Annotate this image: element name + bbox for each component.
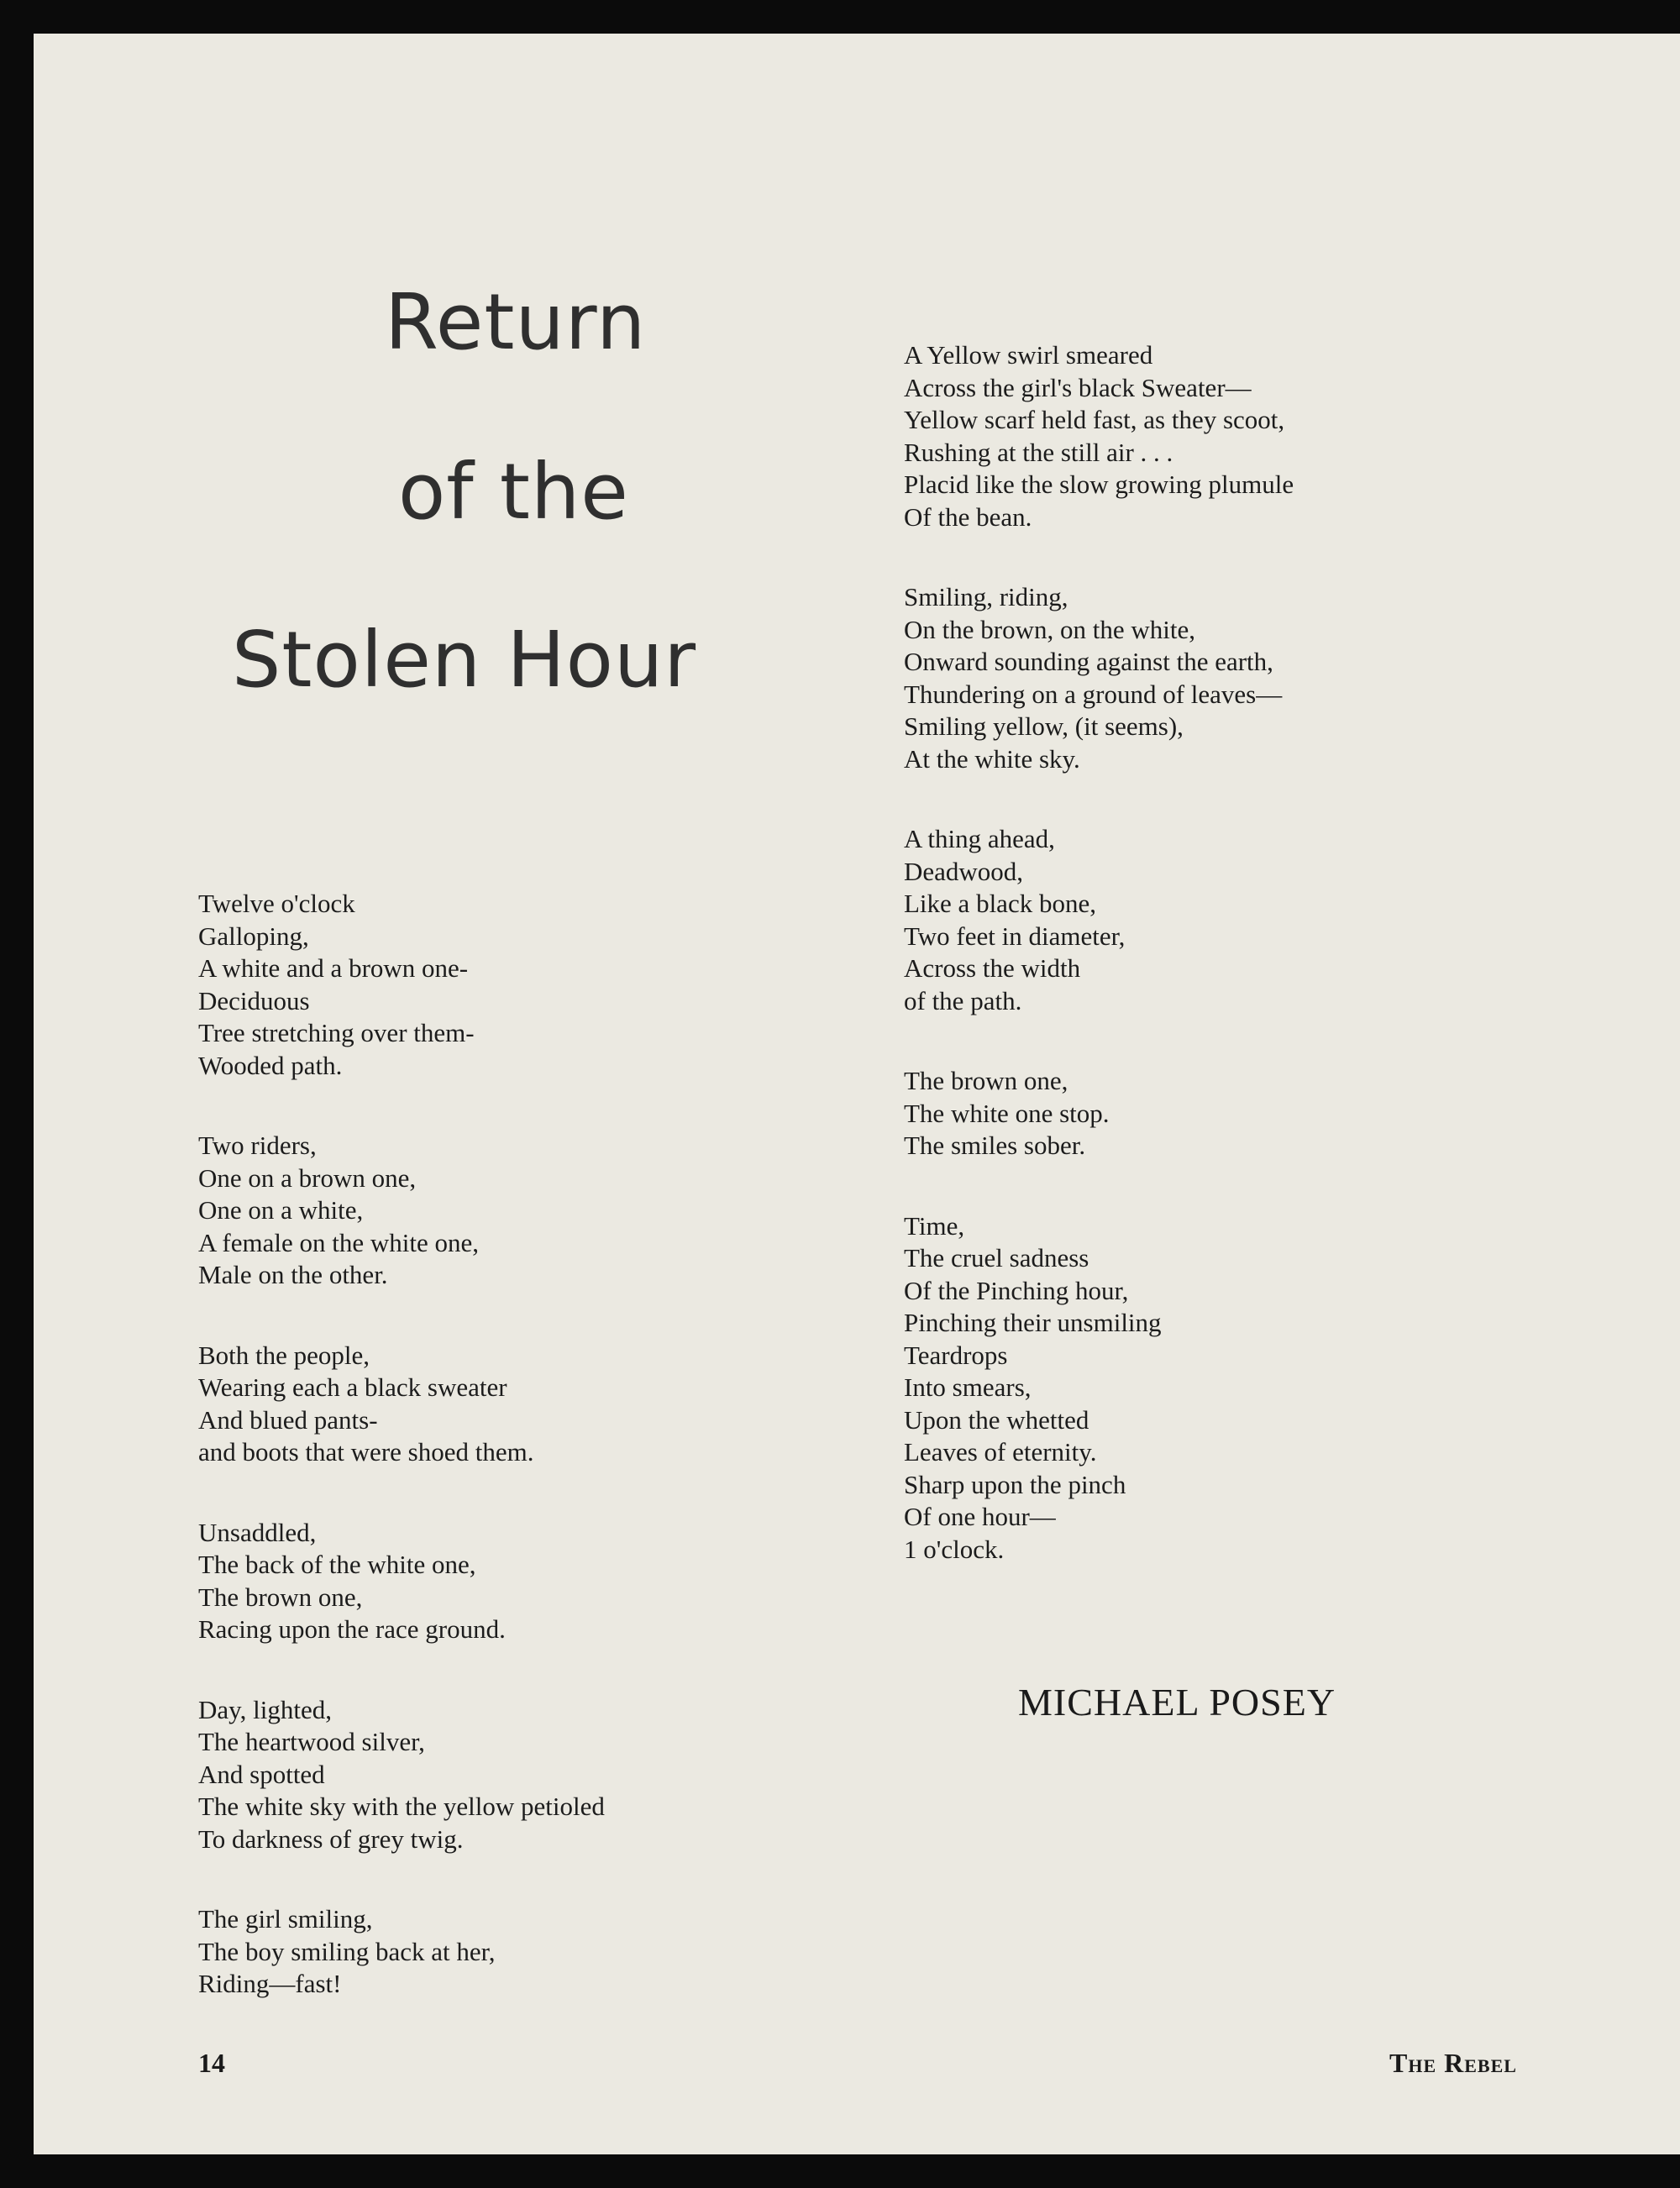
poem-line: The boy smiling back at her, <box>198 1936 496 1966</box>
poem-line: Racing upon the race ground. <box>198 1614 506 1644</box>
poem-line: Wooded path. <box>198 1050 343 1080</box>
poem-line: The cruel sadness <box>904 1243 1089 1272</box>
poem-line: Into smears, <box>904 1372 1032 1402</box>
poem-line: At the white sky. <box>904 743 1080 774</box>
poem-line: Day, lighted, <box>198 1694 332 1724</box>
stanza <box>198 1903 605 2001</box>
stanza <box>198 1694 605 1856</box>
poem-line: One on a brown one, <box>198 1162 417 1193</box>
poem-line: Pinching their unsmiling <box>904 1308 1162 1337</box>
left-poem-column <box>198 888 605 2049</box>
poem-line: And blued pants- <box>198 1404 378 1435</box>
poem-line: Yellow scarf held fast, as they scoot, <box>904 405 1285 434</box>
stanza <box>198 888 605 1082</box>
right-poem-column <box>904 339 1294 1613</box>
page-number: 14 <box>198 2048 225 2078</box>
poem-line: The girl smiling, <box>198 1904 373 1934</box>
title-line-3: Stolen Hour <box>232 615 697 705</box>
poem-line: Two riders, <box>198 1131 317 1160</box>
publication-name: The Rebel <box>1389 2048 1517 2078</box>
poem-line: Smiling, riding, <box>904 582 1068 611</box>
stanza <box>904 1210 1294 1566</box>
poem-line: On the brown, on the white, <box>904 614 1195 644</box>
poem-line: Two feet in diameter, <box>904 921 1126 951</box>
stanza <box>198 1517 605 1646</box>
poem-line: Deciduous <box>198 985 310 1015</box>
title-line-2: of the <box>398 447 629 537</box>
poem-line: Tree stretching over them- <box>198 1018 475 1047</box>
poem-line: Like a black bone, <box>904 889 1096 918</box>
poem-line: A thing ahead, <box>904 824 1055 853</box>
stanza <box>904 339 1294 533</box>
poem-line: Of the bean. <box>904 501 1032 532</box>
poem-line: Thundering on a ground of leaves— <box>904 679 1283 709</box>
poem-line: The back of the white one, <box>198 1550 476 1579</box>
poem-line: One on a white, <box>198 1195 364 1225</box>
poem-line: Placid like the slow growing plumule <box>904 470 1294 499</box>
poem-line: Onward sounding against the earth, <box>904 647 1273 676</box>
poem-line: Of the Pinching hour, <box>904 1275 1129 1305</box>
poem-line: Upon the whetted <box>904 1404 1089 1435</box>
poem-line: Teardrops <box>904 1340 1008 1370</box>
author-name: MICHAEL POSEY <box>1018 1681 1336 1724</box>
poem-line: A female on the white one, <box>198 1227 480 1257</box>
poem-line: The white sky with the yellow petioled <box>198 1792 605 1821</box>
poem-line: The brown one, <box>904 1066 1068 1095</box>
stanza <box>904 1065 1294 1162</box>
poem-line: And spotted <box>198 1759 325 1789</box>
poem-line: Galloping, <box>198 921 309 951</box>
poem-line: Leaves of eternity. <box>904 1437 1097 1467</box>
poem-line: Wearing each a black sweater <box>198 1372 507 1402</box>
poem-line: Smiling yellow, (it seems), <box>904 711 1184 741</box>
title-line-1: Return <box>385 277 647 367</box>
stanza <box>904 823 1294 1017</box>
poem-line: A Yellow swirl smeared <box>904 340 1153 370</box>
poem-line: Twelve o'clock <box>198 889 355 918</box>
poem-line: and boots that were shoed them. <box>198 1437 534 1467</box>
poem-line: Deadwood, <box>904 856 1024 886</box>
stanza <box>198 1130 605 1292</box>
poem-line: A white and a brown one- <box>198 953 469 983</box>
poem-line: Time, <box>904 1210 965 1241</box>
poem-line: Sharp upon the pinch <box>904 1469 1126 1499</box>
poem-line: To darkness of grey twig. <box>198 1823 464 1854</box>
poem-line: Both the people, <box>198 1340 370 1370</box>
poem-line: Rushing at the still air . . . <box>904 437 1173 467</box>
poem-line: Across the width <box>904 953 1081 983</box>
poem-line: of the path. <box>904 985 1022 1015</box>
stanza <box>198 1340 605 1469</box>
poem-line: Unsaddled, <box>198 1517 317 1547</box>
poem-line: The heartwood silver, <box>198 1727 425 1756</box>
magazine-page <box>34 34 1680 2154</box>
poem-line: Across the girl's black Sweater— <box>904 372 1252 402</box>
poem-line: Riding—fast! <box>198 1969 342 1998</box>
poem-line: Male on the other. <box>198 1260 388 1289</box>
poem-line: The white one stop. <box>904 1098 1110 1128</box>
poem-line: The brown one, <box>198 1582 363 1612</box>
poem-line: The smiles sober. <box>904 1131 1086 1160</box>
poem-line: 1 o'clock. <box>904 1534 1005 1564</box>
stanza <box>904 581 1294 775</box>
poem-line: Of one hour— <box>904 1502 1056 1531</box>
